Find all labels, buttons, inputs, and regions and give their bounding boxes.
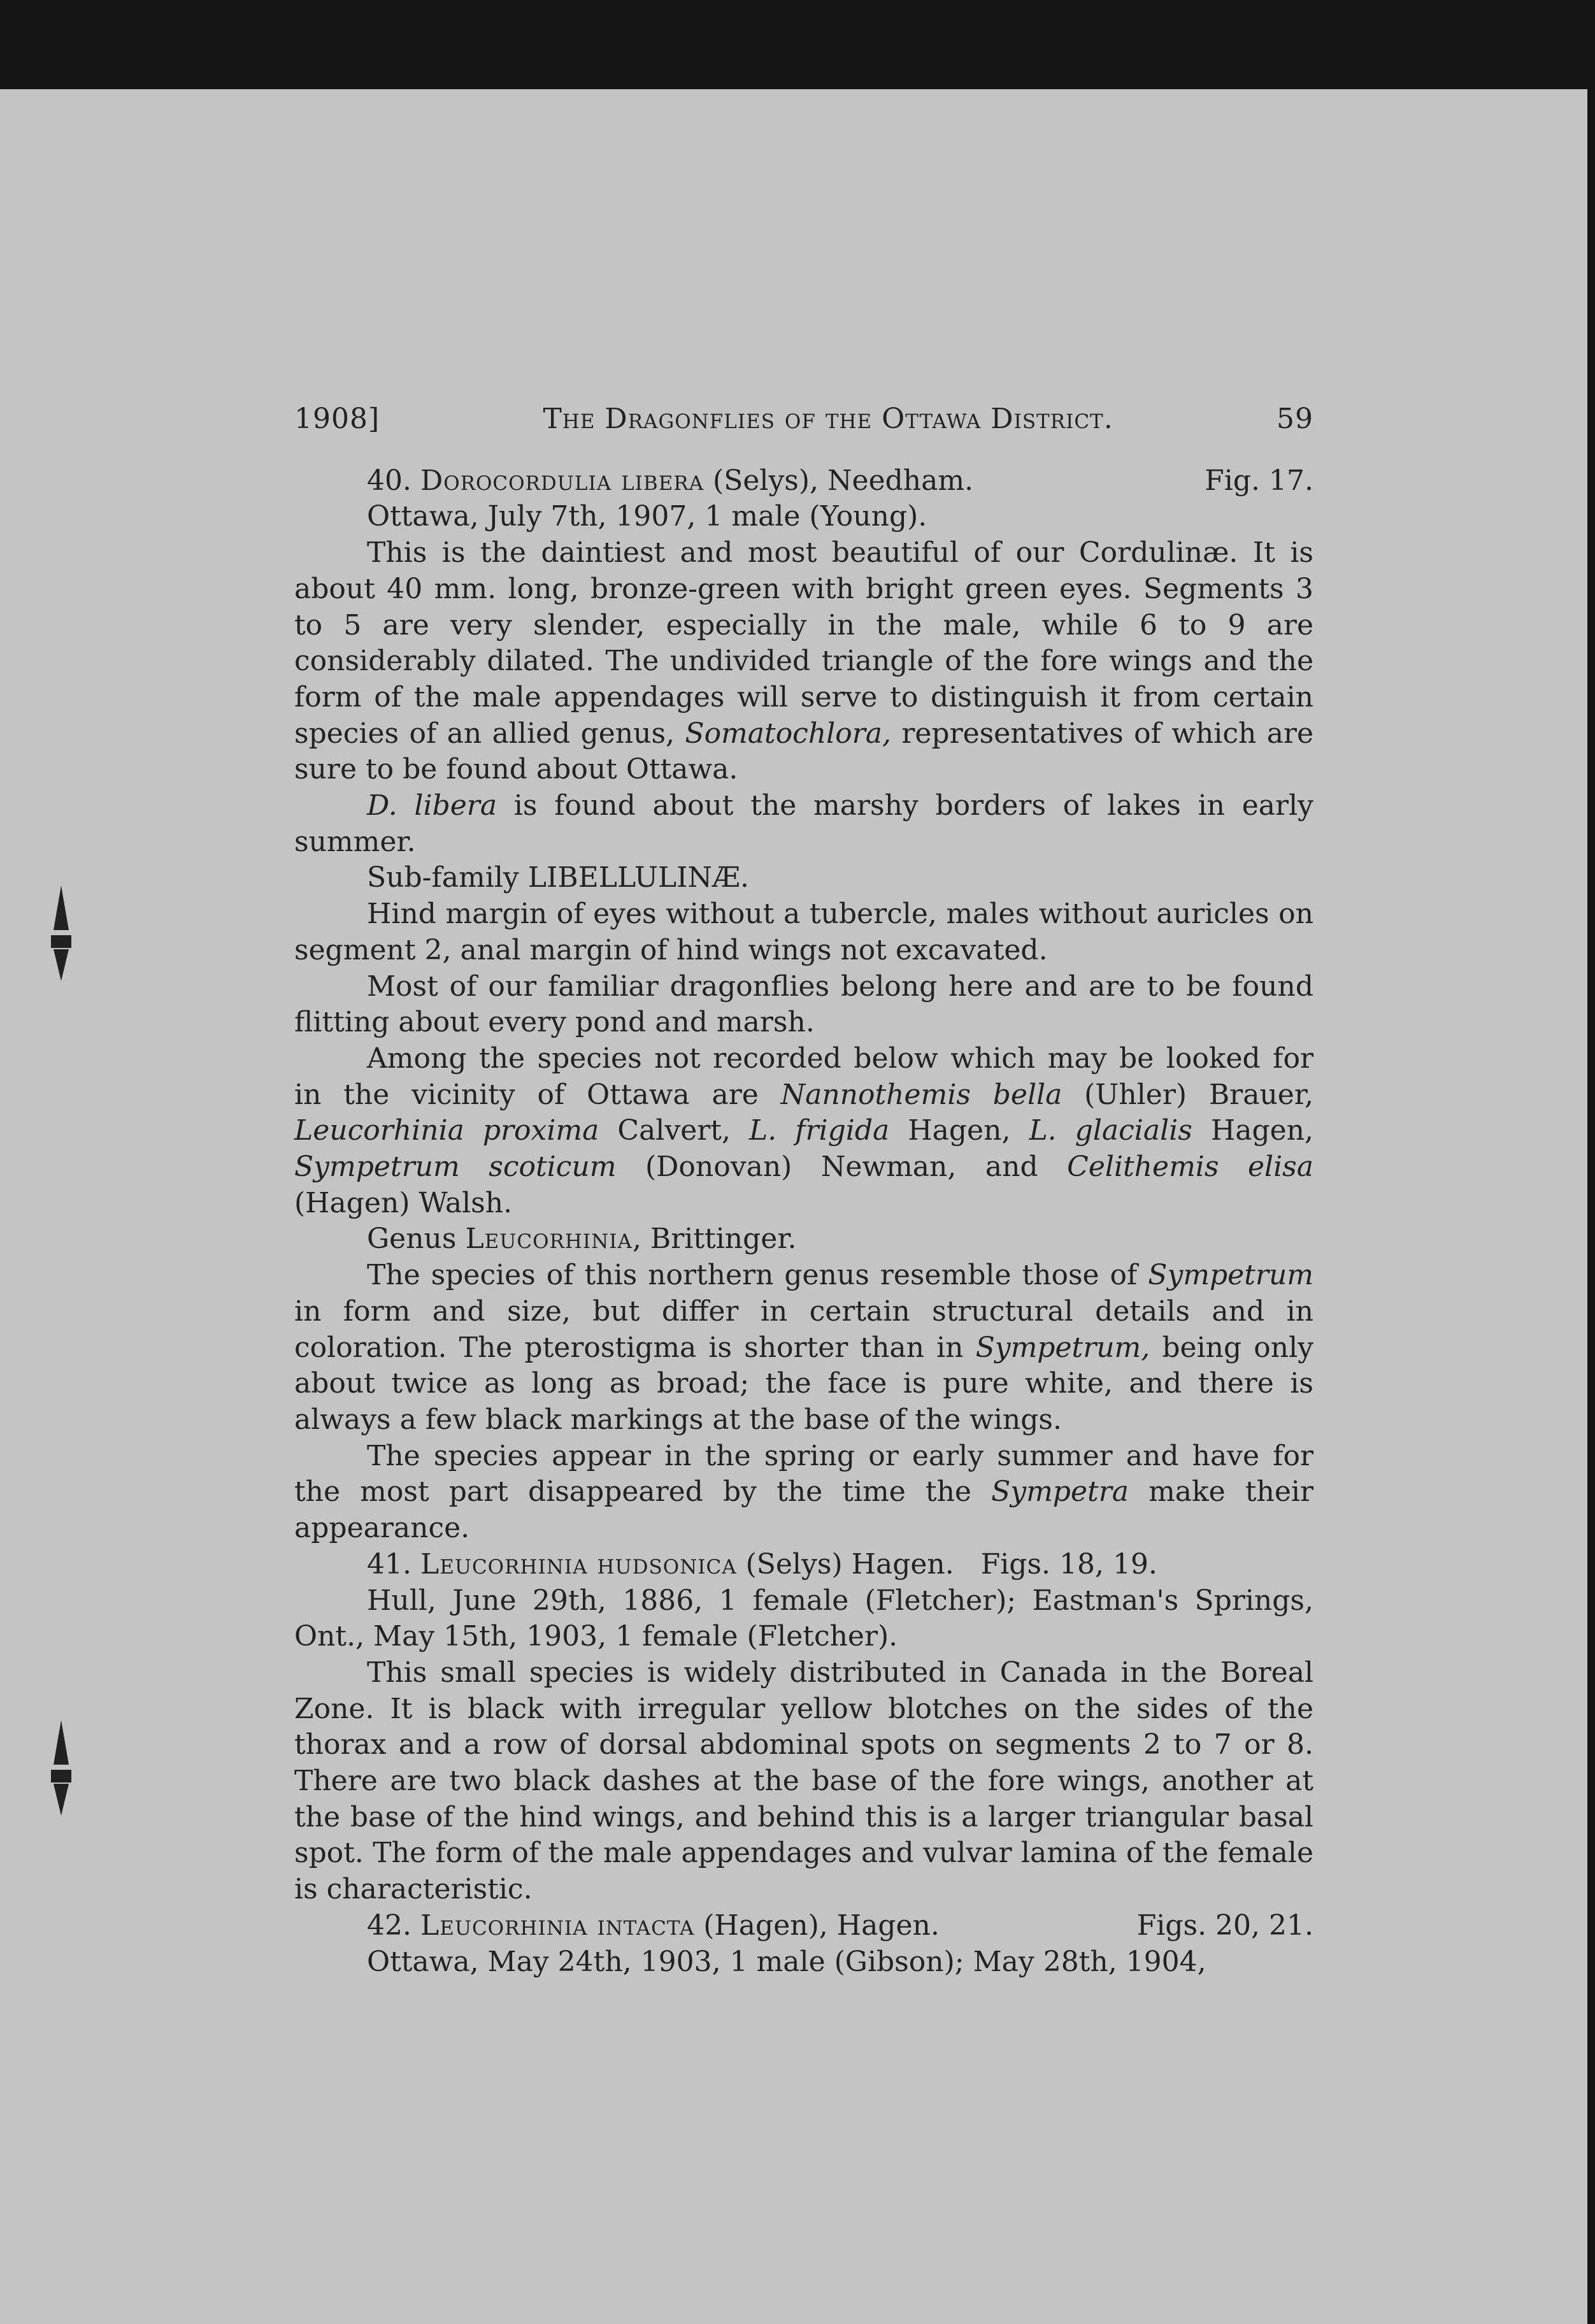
- page-number: 59: [1277, 403, 1313, 435]
- genus-heading: Genus Leucorhinia, Brittinger.: [367, 1223, 797, 1256]
- record-42: Ottawa, May 24th, 1903, 1 male (Gibson); May 28th, 1904,: [367, 1945, 1206, 1978]
- subfamily-heading: Sub-family LIBELLULINÆ.: [367, 861, 750, 894]
- running-header: [294, 401, 1313, 438]
- species-heading-40: 40. Dorocordulia libera (Selys), Needham. Fig. 17.: [367, 464, 1313, 497]
- paragraph: The species appear in the spring or early summer and have for the most part disappeared by the time the Sympetra make their appearance.: [294, 1439, 1313, 1545]
- paragraph: Most of our familiar dragonflies belong here and are to be found flitting about every pond and marsh.: [294, 970, 1313, 1039]
- header-year: 1908]: [294, 403, 380, 435]
- paragraph: Among the species not recorded below which may be looked for in the vicinity of Ottawa are Nannothemis bella (Uhler) Brauer, Leucorhinia proxima Calvert, L. frigida Hagen, L. glacialis Hagen, Sympetrum scoticum (Donovan) Newman, and Celithemis elisa (Hagen) Walsh.: [294, 1042, 1314, 1219]
- paragraph: The species of this northern genus resemble those of Sympetrum in form and size, but differ in certain structural details and in coloration. The pterostigma is shorter than in Sympetrum, being only about twice as long as broad; the face is pure white, and there is always a few black markings at the base of the wings.: [294, 1259, 1313, 1436]
- record-40: Ottawa, July 7th, 1907, 1 male (Young).: [367, 500, 927, 533]
- page-text: [294, 401, 1313, 1980]
- species-heading-42: 42. Leucorhinia intacta (Hagen), Hagen. Figs. 20, 21.: [367, 1909, 1313, 1942]
- species-heading-41: 41. Leucorhinia hudsonica (Selys) Hagen. Figs. 18, 19.: [367, 1547, 1157, 1581]
- binding-mark-icon: [50, 1720, 73, 1816]
- paragraph: This small species is widely distributed in Canada in the Boreal Zone. It is black with irregular yellow blotches on the sides of the thorax and a row of dorsal abdominal spots on segments 2 to 7 or 8. There are two black dashes at the base of the fore wings, another at the base of the hind wings, and behind this is a larger triangular basal spot. The form of the male appendages and vulvar lamina of the female is characteristic.: [294, 1656, 1313, 1906]
- paragraph: Hind margin of eyes without a tubercle, males without auricles on segment 2, anal margin of hind wings not excavated.: [294, 898, 1313, 966]
- record-41: Hull, June 29th, 1886, 1 female (Fletcher); Eastman's Springs, Ont., May 15th, 1903, 1 female (Fletcher).: [294, 1584, 1313, 1653]
- binding-mark-icon: [50, 886, 73, 981]
- paragraph: This is the daintiest and most beautiful of our Cordulinæ. It is about 40 mm. long, bronze-green with bright green eyes. Segments 3 to 5 are very slender, especially in the male, while 6 to 9 are considerably dilated. The undivided triangle of the fore wings and the form of the male appendages will serve to distinguish it from certain species of an allied genus, Somatochlora, representatives of which are sure to be found about Ottawa.: [294, 536, 1314, 786]
- header-title: The Dragonflies of the Ottawa District.: [543, 403, 1113, 435]
- paragraph: D. libera is found about the marshy borders of lakes in early summer.: [294, 789, 1313, 858]
